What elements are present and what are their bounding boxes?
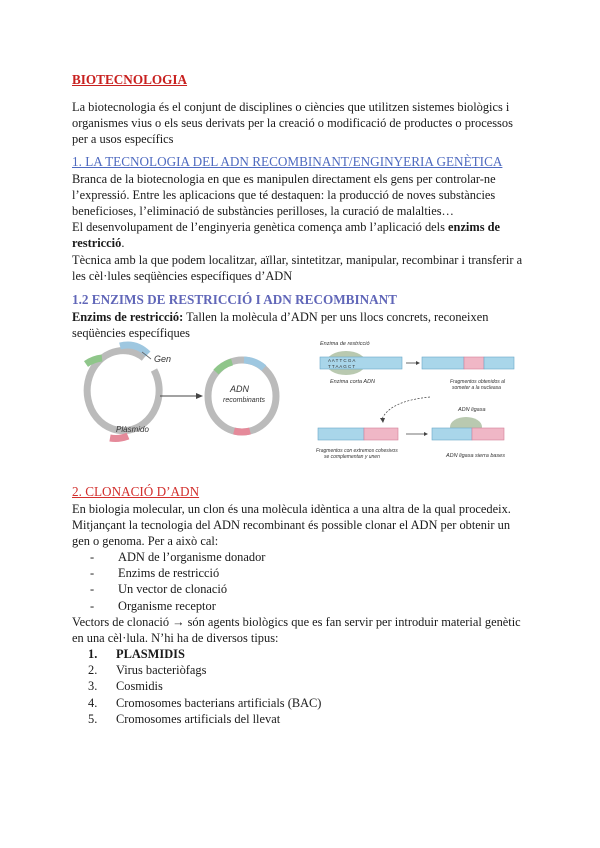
section12-definition: Enzims de restricció: Tallen la molècula d’ADN per uns llocs concrets, reconeixen seqüències específiques [72, 310, 489, 341]
list-item: - Organisme receptor [90, 598, 216, 613]
list-item: 2. Virus bacteriòfags [88, 663, 207, 678]
list-item: 5. Cromosomes artificials del llevat [88, 711, 281, 726]
list-item: - Enzims de restricció [90, 566, 220, 581]
list-item: - ADN de l’organisme donador [90, 550, 266, 564]
gen-label: Gen [154, 354, 172, 364]
svg-text:T T A A G C T: T T A A G C T [328, 364, 356, 369]
vectors-paragraph: Vectors de clonació → són agents biològics que es fan servir per introduir material genètic en una cèl·lula. N’hi ha de diversos tipus: [72, 615, 521, 646]
section2-heading: 2. CLONACIÓ D’ADN [72, 484, 200, 499]
section12-heading: 1.2 ENZIMS DE RESTRICCIÓ I ADN RECOMBINANT [72, 292, 397, 307]
recombinants-label: recombinants [223, 397, 266, 404]
svg-text:Fragmentos obtenidos al: Fragmentos obtenidos al [450, 379, 506, 385]
vectors-list [88, 646, 408, 727]
intro-paragraph: La biotecnologia és el conjunt de disciplines o ciències que utilitzen sistemes biològics i organismes vius o els seus derivats per la creació o modificació de productes o processos per a usos específics [72, 100, 513, 147]
arrow-head [196, 393, 203, 399]
list-item: 3. Cosmidis [88, 679, 163, 694]
section1-para3: Tècnica amb la que podem localitzar, aïllar, sintetitzar, manipular, recombinar i transferir a les cèl·lules seqüències específiques d’ADN [72, 253, 523, 284]
list-item: 4. Cromosomes bacterians artificials (BAC) [88, 695, 322, 710]
svg-text:se complementan y unen: se complementan y unen [324, 454, 380, 460]
svg-text:ADN ligasa sierra bases: ADN ligasa sierra bases [446, 453, 505, 459]
requirements-list [90, 549, 390, 614]
enzims-bold: enzims de restricció [72, 220, 501, 251]
svg-text:someter a la nucleasa: someter a la nucleasa [452, 385, 501, 391]
section2-para1: En biologia molecular, un clon és una molècula idèntica a una altra de la qual procedeix. [72, 502, 511, 516]
restriction-diagram [300, 335, 532, 465]
svg-text:Enzima corta ADN: Enzima corta ADN [330, 379, 376, 385]
section1-para1: Branca de la biotecnologia en que es manipulen directament els gens per controlar-ne l’expressió. Entre les aplicacions que té destaquen: la producció de noves substàncies beneficioses, l’eliminació de substàncies perilloses, la curació de malalties… [72, 172, 496, 219]
plasmid-diagram [66, 340, 291, 455]
plasmid-ring [87, 351, 159, 431]
svg-text:A A T T C G A: A A T T C G A [328, 358, 356, 363]
list-item: - Un vector de clonació [90, 582, 228, 597]
svg-text:ADN ligasa: ADN ligasa [458, 407, 486, 413]
adn-label: ADN [230, 384, 250, 394]
svg-text:Enzima de restricció: Enzima de restricció [320, 341, 370, 347]
list-item: 1. PLASMIDIS [88, 647, 185, 661]
plasmid-pink-segment [110, 436, 128, 438]
section1-heading: 1. LA TECNOLOGIA DEL ADN RECOMBINANT/ENGINYERIA GENÈTICA [72, 154, 503, 169]
document-title: BIOTECNOLOGIA [72, 72, 188, 87]
section1-para2: El desenvolupament de l’enginyeria genètica comença amb l’aplicació dels enzims de restricció. [72, 220, 501, 251]
plasmid-label: Plàsmido [116, 425, 149, 434]
svg-text:Fragmentos con extremos cohesi: Fragmentos con extremos cohesivos [316, 448, 398, 454]
section2-para2: Mitjançant la tecnologia del ADN recombinant és possible clonar el ADN per obtenir un gen o genoma. Per a això cal: [72, 518, 511, 549]
